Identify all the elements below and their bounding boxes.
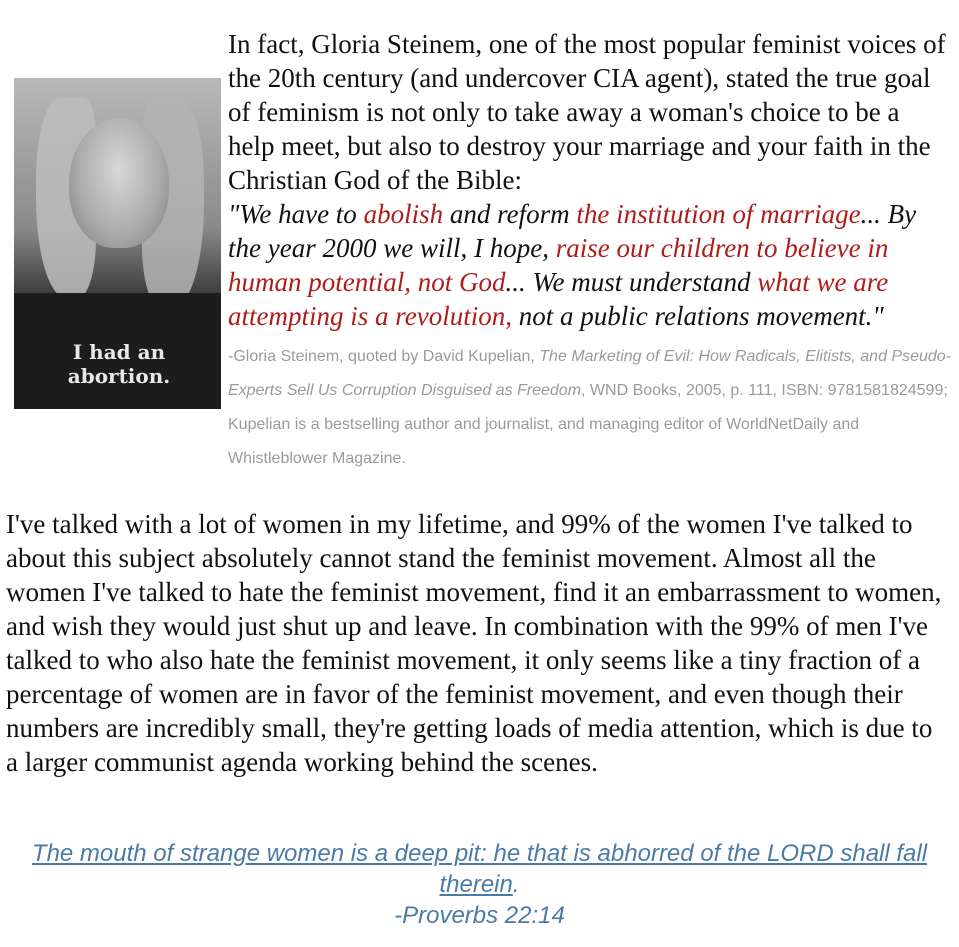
quote-part: ... We must understand	[505, 267, 758, 297]
quote-highlight: abolish	[363, 199, 444, 229]
citation-book-title: The Marketing of Evil: How Radicals, Elitists, and Pseudo-Experts Sell Us Corruption Disguised as Freedom	[228, 348, 952, 399]
bible-verse	[0, 838, 959, 931]
quote-highlight: the institution of marriage	[576, 199, 861, 229]
intro-paragraph: In fact, Gloria Steinem, one of the most popular feminist voices of the 20th century (and undercover CIA agent), stated the true goal of feminism is not only to take away a woman's choice to be a help meet, but also to destroy your marriage and your faith in the Christian God of the Bible:	[228, 29, 946, 195]
quote-highlight: what we are attempting is a revolution,	[228, 267, 889, 331]
citation-lead: -Gloria Steinem, quoted by David Kupelian,	[228, 348, 540, 365]
verse-link[interactable]: The mouth of strange women is a deep pit: he that is abhorred of the LORD shall fall therein	[31, 840, 928, 898]
quote-part: "We have to	[228, 199, 364, 229]
body-paragraph: I've talked with a lot of women in my lifetime, and 99% of the women I've talked to about this subject absolutely cannot stand the feminist movement. Almost all the women I've talked to hate the feminist movement, find it an embarrassment to women, and wish they would just shut up and leave. In combination with the 99% of men I've talked to who also hate the feminist movement, it only seems like a tiny fraction of a percentage of women are in favor of the feminist movement, and even though their numbers are incredibly small, they're getting loads of media attention, which is due to a larger communist agenda working behind the scenes.	[6, 509, 942, 777]
citation-tail: , WND Books, 2005, p. 111, ISBN: 9781581824599; Kupelian is a bestselling author and journalist, and managing editor of WorldNetDaily and Whistleblower Magazine.	[228, 382, 948, 467]
photo-shirt-text: I had an abortion.	[67, 340, 171, 388]
quote-highlight: raise our children to believe in human potential, not God	[228, 233, 889, 297]
intro-block	[228, 27, 948, 333]
quote-part: not a public relations movement."	[511, 301, 884, 331]
verse-period: .	[512, 871, 520, 898]
citation	[228, 340, 953, 476]
quote-part: and reform	[443, 199, 577, 229]
quote-part: ... By the year 2000 we will, I hope,	[228, 199, 917, 263]
verse-reference: -Proverbs 22:14	[394, 902, 565, 929]
steinem-quote	[228, 197, 948, 333]
steinem-photo	[14, 78, 221, 409]
photo-face	[69, 118, 169, 248]
